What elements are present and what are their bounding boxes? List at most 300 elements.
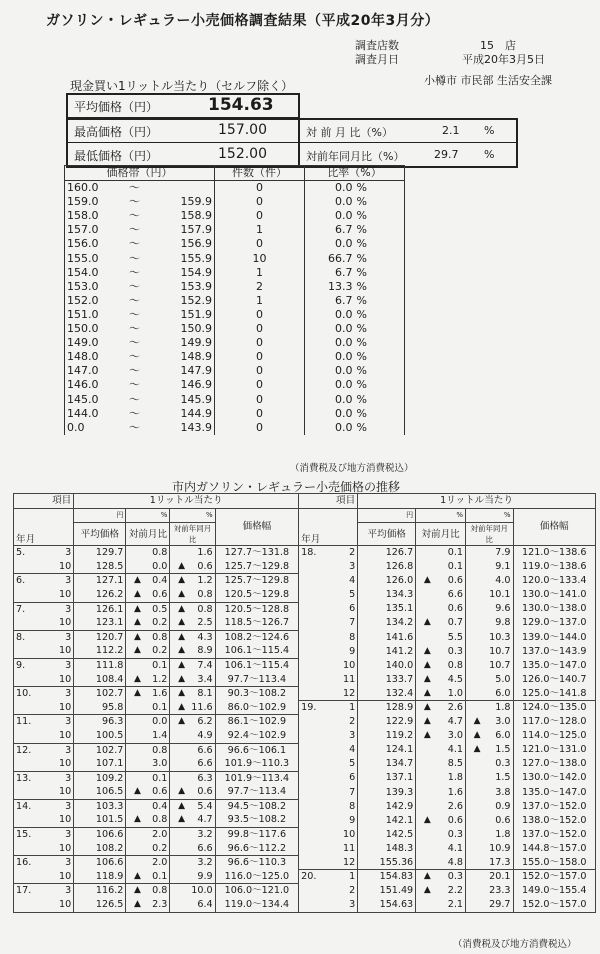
trend-left-range: 96.6〜112.2 (215, 842, 299, 856)
trend-left-avg: 106.6 (74, 828, 126, 842)
trend-right-avg: 154.63 (358, 898, 416, 912)
trend-left-avg: 106.6 (74, 856, 126, 870)
trend-right-m: 12 (331, 687, 358, 701)
trend-right-yt (466, 828, 481, 842)
trend-right-mom: 2.6 (431, 701, 466, 715)
trend-right-avg: 142.1 (358, 813, 416, 827)
trend-right-y (299, 771, 331, 785)
trend-left-yt (170, 884, 185, 898)
trend-left-mom: 0.8 (141, 813, 170, 827)
band-tilde: 〜 (129, 350, 140, 364)
trend-row (14, 785, 596, 799)
trend-row (14, 842, 596, 856)
trend-left-range: 118.5〜126.7 (215, 616, 299, 630)
trend-row (14, 856, 596, 870)
trend-left-range: 120.5〜128.8 (215, 602, 299, 616)
trend-right-mom: 1.6 (431, 785, 466, 799)
trend-right-y (299, 658, 331, 672)
trend-right-mt: ▲ (416, 701, 431, 715)
trend-left-mt (126, 546, 141, 560)
unit-yen-right: 円 (358, 508, 416, 523)
trend-right-mt (416, 588, 431, 602)
band-high: 144.9 (180, 406, 213, 420)
trend-right-yoy: 7.9 (481, 546, 513, 560)
trend-left-yt (170, 771, 185, 785)
band-high: 155.9 (180, 251, 213, 265)
trend-row (14, 729, 596, 743)
distribution-row (65, 308, 405, 322)
trend-left-range: 116.0〜125.0 (215, 870, 299, 884)
trend-right-avg: 142.5 (358, 828, 416, 842)
month-over-month-value: 2.1 (442, 124, 460, 137)
trend-right-mt: ▲ (416, 616, 431, 630)
trend-right-mom: 0.3 (431, 870, 466, 884)
distribution-row (65, 280, 405, 294)
store-count: 0 (215, 393, 305, 407)
trend-left-y (14, 616, 46, 630)
trend-left-y: 16. (14, 856, 46, 870)
trend-left-m: 10 (46, 785, 74, 799)
band-tilde: 〜 (129, 181, 140, 195)
trend-left-range: 99.8〜117.6 (215, 828, 299, 842)
ratio-value: 13.3 (305, 280, 355, 294)
ratio-value: 0.0 (305, 393, 355, 407)
trend-left-yoy: 9.9 (185, 870, 215, 884)
trend-right-m: 6 (331, 602, 358, 616)
trend-left-yt: ▲ (170, 673, 185, 687)
trend-right-yt: ▲ (466, 743, 481, 757)
distribution-row (65, 223, 405, 237)
trend-left-m: 3 (46, 715, 74, 729)
trend-right-y (299, 588, 331, 602)
ratio-unit: % (355, 364, 405, 378)
trend-left-mt (126, 729, 141, 743)
trend-right-mom: 1.8 (431, 771, 466, 785)
trend-left-yt: ▲ (170, 715, 185, 729)
trend-right-avg: 137.1 (358, 771, 416, 785)
trend-right-mom: 0.8 (431, 658, 466, 672)
band-low: 151.0 (65, 308, 115, 322)
band-high: 158.9 (180, 209, 213, 223)
trend-right-mt: ▲ (416, 870, 431, 884)
trend-left-mom: 2.3 (141, 898, 170, 912)
trend-row (14, 884, 596, 898)
trend-right-avg: 134.7 (358, 757, 416, 771)
trend-right-avg: 126.8 (358, 560, 416, 574)
band-tilde: 〜 (129, 265, 140, 279)
ratio-value: 0.0 (305, 336, 355, 350)
trend-row (14, 588, 596, 602)
ratio-value: 0.0 (305, 308, 355, 322)
trend-right-y (299, 813, 331, 827)
trend-left-mt (126, 757, 141, 771)
trend-left-mom: 0.8 (141, 630, 170, 644)
trend-left-mt: ▲ (126, 574, 141, 588)
month-over-month-label: 対 前 月 比（%） (306, 126, 393, 139)
ratio-unit: % (355, 308, 405, 322)
trend-row (14, 687, 596, 701)
band-low: 153.0 (65, 280, 115, 294)
min-price-value: 152.00 (218, 146, 267, 162)
trend-left-avg: 109.2 (74, 771, 126, 785)
band-high: 146.9 (180, 378, 213, 392)
trend-left-m: 3 (46, 546, 74, 560)
store-count: 0 (215, 209, 305, 223)
band-high: 156.9 (180, 237, 213, 251)
store-count: 0 (215, 407, 305, 421)
ratio-value: 66.7 (305, 252, 355, 266)
store-count: 0 (215, 195, 305, 209)
trend-left-range: 97.7〜113.4 (215, 785, 299, 799)
ratio-header: 比率（%） (305, 166, 405, 181)
trend-left-y (14, 757, 46, 771)
distribution-row (65, 350, 405, 364)
trend-right-yt (466, 574, 481, 588)
trend-right-avg: 135.1 (358, 602, 416, 616)
yoy-header-left: 対前年同月比 (170, 523, 215, 546)
trend-right-yoy: 10.7 (481, 644, 513, 658)
trend-right-range: 138.0〜152.0 (513, 813, 596, 827)
trend-right-yoy: 17.3 (481, 856, 513, 870)
trend-left-y (14, 644, 46, 658)
band-tilde: 〜 (129, 392, 140, 406)
trend-left-y: 14. (14, 799, 46, 813)
trend-right-avg: 128.9 (358, 701, 416, 715)
trend-left-y: 10. (14, 687, 46, 701)
band-low: 145.0 (65, 393, 115, 407)
trend-row (14, 701, 596, 715)
trend-right-yt (466, 842, 481, 856)
band-high: 152.9 (180, 293, 213, 307)
year-over-year-value: 29.7 (434, 148, 459, 161)
trend-right-mom: 0.3 (431, 644, 466, 658)
trend-left-mt: ▲ (126, 813, 141, 827)
distribution-row (65, 322, 405, 336)
trend-right-y (299, 644, 331, 658)
trend-right-m: 10 (331, 658, 358, 672)
trend-right-m: 9 (331, 644, 358, 658)
trend-row (14, 870, 596, 884)
trend-left-mom: 0.6 (141, 785, 170, 799)
average-price-value: 154.63 (208, 95, 274, 115)
trend-left-avg: 128.5 (74, 560, 126, 574)
trend-left-mt (126, 743, 141, 757)
trend-left-yt: ▲ (170, 616, 185, 630)
trend-right-yoy: 9.8 (481, 616, 513, 630)
trend-right-mt: ▲ (416, 687, 431, 701)
trend-row (14, 771, 596, 785)
publisher: 小樽市 市民部 生活安全課 (424, 74, 552, 87)
band-low: 150.0 (65, 322, 115, 336)
distribution-row (65, 421, 405, 435)
trend-left-range: 119.0〜134.4 (215, 898, 299, 912)
trend-left-m: 3 (46, 658, 74, 672)
trend-left-yt (170, 757, 185, 771)
trend-left-yt: ▲ (170, 602, 185, 616)
trend-right-yoy: 6.0 (481, 687, 513, 701)
trend-right-yoy: 9.1 (481, 560, 513, 574)
trend-left-mom: 0.1 (141, 658, 170, 672)
trend-right-range: 114.0〜125.0 (513, 729, 596, 743)
trend-left-yt: ▲ (170, 785, 185, 799)
trend-row (14, 602, 596, 616)
trend-left-range: 108.2〜124.6 (215, 630, 299, 644)
band-low: 157.0 (65, 223, 115, 237)
unit-pct-yoy-right: % (466, 508, 514, 523)
mom-header-right: 対前月比 (416, 523, 466, 546)
trend-left-avg: 126.2 (74, 588, 126, 602)
ratio-unit: % (355, 181, 405, 196)
trend-row (14, 560, 596, 574)
trend-left-range: 125.7〜129.8 (215, 560, 299, 574)
trend-left-m: 3 (46, 743, 74, 757)
trend-left-yoy: 6.6 (185, 743, 215, 757)
distribution-row (65, 294, 405, 308)
trend-right-mom: 4.1 (431, 743, 466, 757)
trend-left-yoy: 10.0 (185, 884, 215, 898)
trend-left-range: 86.0〜102.9 (215, 701, 299, 715)
trend-left-mom: 2.0 (141, 856, 170, 870)
trend-left-m: 10 (46, 813, 74, 827)
trend-right-m: 7 (331, 785, 358, 799)
trend-row (14, 630, 596, 644)
trend-left-y: 15. (14, 828, 46, 842)
distribution-row (65, 364, 405, 378)
trend-left-m: 10 (46, 644, 74, 658)
trend-right-yoy: 4.0 (481, 574, 513, 588)
ratio-unit: % (355, 209, 405, 223)
distribution-row (65, 407, 405, 421)
trend-right-mom: 0.6 (431, 602, 466, 616)
trend-right-yoy: 1.8 (481, 828, 513, 842)
ratio-unit: % (355, 280, 405, 294)
trend-right-yoy: 5.0 (481, 673, 513, 687)
trend-left-m: 3 (46, 884, 74, 898)
trend-left-yt: ▲ (170, 687, 185, 701)
trend-right-yoy: 10.1 (481, 588, 513, 602)
distribution-row (65, 237, 405, 251)
ratio-value: 6.7 (305, 294, 355, 308)
trend-left-m: 10 (46, 842, 74, 856)
trend-left-y (14, 785, 46, 799)
band-low: 148.0 (65, 350, 115, 364)
trend-right-m: 2 (331, 546, 358, 560)
trend-left-y: 9. (14, 658, 46, 672)
trend-left-range: 106.0〜121.0 (215, 884, 299, 898)
trend-row (14, 757, 596, 771)
trend-left-y: 8. (14, 630, 46, 644)
band-tilde: 〜 (129, 420, 140, 434)
unit-yen-left: 円 (74, 508, 126, 523)
trend-right-y (299, 687, 331, 701)
trend-left-mom: 0.8 (141, 884, 170, 898)
trend-left-y (14, 813, 46, 827)
yoy-header-right: 対前年同月比 (466, 523, 514, 546)
trend-left-mt (126, 715, 141, 729)
trend-left-yt: ▲ (170, 799, 185, 813)
survey-date-label: 調査月日 (355, 53, 399, 66)
trend-left-range: 101.9〜110.3 (215, 757, 299, 771)
summary-caption: 現金買い1リットル当たり（セルフ除く） (70, 79, 294, 93)
trend-right-y (299, 715, 331, 729)
trend-left-mom: 0.0 (141, 560, 170, 574)
trend-right-mom: 4.8 (431, 856, 466, 870)
trend-left-mt (126, 799, 141, 813)
band-tilde: 〜 (129, 406, 140, 420)
per-liter-header-right: 1リットル当たり (358, 494, 596, 509)
trend-right-mom: 8.5 (431, 757, 466, 771)
trend-right-yoy: 1.5 (481, 743, 513, 757)
trend-left-avg: 126.1 (74, 602, 126, 616)
band-low: 154.0 (65, 266, 115, 280)
trend-left-avg: 129.7 (74, 546, 126, 560)
trend-right-yoy: 0.6 (481, 813, 513, 827)
tax-note-distribution: （消費税及び地方消費税込） (290, 463, 414, 474)
band-high: 143.9 (180, 420, 213, 434)
trend-right-yt (466, 658, 481, 672)
trend-left-mom: 0.1 (141, 870, 170, 884)
trend-left-avg: 103.3 (74, 799, 126, 813)
trend-right-mom: 0.3 (431, 828, 466, 842)
trend-row (14, 574, 596, 588)
trend-right-range: 137.0〜152.0 (513, 828, 596, 842)
trend-left-avg: 102.7 (74, 687, 126, 701)
trend-right-yt (466, 588, 481, 602)
store-count: 0 (215, 237, 305, 251)
trend-right-m: 1 (331, 870, 358, 884)
ratio-unit: % (355, 378, 405, 392)
distribution-row (65, 266, 405, 280)
trend-left-mt (126, 658, 141, 672)
trend-left-mt: ▲ (126, 673, 141, 687)
trend-right-m: 3 (331, 729, 358, 743)
trend-left-yt (170, 546, 185, 560)
trend-right-yoy: 6.0 (481, 729, 513, 743)
trend-right-yt (466, 785, 481, 799)
store-count: 0 (215, 336, 305, 350)
trend-left-mom: 0.4 (141, 799, 170, 813)
band-low: 159.0 (65, 195, 115, 209)
trend-row (14, 658, 596, 672)
trend-left-mom: 0.1 (141, 701, 170, 715)
trend-left-yt: ▲ (170, 574, 185, 588)
trend-right-yt (466, 771, 481, 785)
unit-pct-mom-right: % (416, 508, 466, 523)
ratio-unit: % (355, 350, 405, 364)
trend-left-yoy: 8.1 (185, 687, 215, 701)
trend-left-yt (170, 828, 185, 842)
band-low: 158.0 (65, 209, 115, 223)
trend-left-mom: 0.2 (141, 644, 170, 658)
trend-right-m: 11 (331, 842, 358, 856)
trend-left-mt (126, 701, 141, 715)
ratio-value: 0.0 (305, 322, 355, 336)
trend-left-avg: 118.9 (74, 870, 126, 884)
trend-right-yoy: 3.0 (481, 715, 513, 729)
trend-left-mom: 0.8 (141, 743, 170, 757)
band-high (155, 181, 215, 196)
trend-right-mt (416, 602, 431, 616)
trend-left-avg: 116.2 (74, 884, 126, 898)
trend-right-avg: 148.3 (358, 842, 416, 856)
trend-right-mt (416, 898, 431, 912)
trend-left-mt: ▲ (126, 602, 141, 616)
trend-left-range: 106.1〜115.4 (215, 658, 299, 672)
band-tilde: 〜 (129, 251, 140, 265)
trend-left-mt (126, 771, 141, 785)
trend-right-yt (466, 870, 481, 884)
ratio-unit: % (355, 407, 405, 421)
trend-left-yt (170, 898, 185, 912)
store-count: 0 (215, 181, 305, 196)
trend-right-m: 3 (331, 560, 358, 574)
trend-left-m: 3 (46, 799, 74, 813)
band-high: 157.9 (180, 223, 213, 237)
trend-right-m: 4 (331, 743, 358, 757)
trend-right-mom: 5.5 (431, 630, 466, 644)
ratio-value: 0.0 (305, 195, 355, 209)
trend-right-yt (466, 687, 481, 701)
trend-left-avg: 107.1 (74, 757, 126, 771)
trend-left-m: 3 (46, 602, 74, 616)
distribution-row (65, 393, 405, 407)
trend-left-mt: ▲ (126, 630, 141, 644)
trend-row (14, 898, 596, 912)
trend-right-range: 135.0〜147.0 (513, 785, 596, 799)
ratio-unit: % (355, 421, 405, 435)
trend-left-yoy: 8.9 (185, 644, 215, 658)
year-month-header-right: 年月 (299, 508, 358, 546)
trend-right-yoy: 0.3 (481, 757, 513, 771)
store-count: 0 (215, 350, 305, 364)
band-low: 147.0 (65, 364, 115, 378)
year-month-header-left: 年月 (14, 508, 74, 546)
trend-right-y (299, 884, 331, 898)
trend-left-y (14, 898, 46, 912)
trend-right-m: 7 (331, 616, 358, 630)
trend-left-range: 97.7〜113.4 (215, 673, 299, 687)
range-header-right: 価格幅 (513, 508, 596, 546)
trend-right-m: 8 (331, 799, 358, 813)
band-tilde: 〜 (129, 237, 140, 251)
trend-right-yt (466, 644, 481, 658)
price-band-header: 価格帯（円） (65, 166, 215, 181)
ratio-value: 0.0 (305, 364, 355, 378)
ratio-value: 0.0 (305, 421, 355, 435)
ratio-value: 0.0 (305, 209, 355, 223)
trend-left-yoy: 0.8 (185, 588, 215, 602)
trend-right-m: 12 (331, 856, 358, 870)
price-trend-table (13, 493, 596, 913)
trend-right-mt (416, 828, 431, 842)
max-price-label: 最高価格（円） (74, 125, 159, 139)
distribution-row (65, 195, 405, 209)
trend-left-y: 7. (14, 602, 46, 616)
trend-left-mom: 0.5 (141, 602, 170, 616)
avg-header-right: 平均価格 (358, 523, 416, 546)
trend-left-range: 94.5〜108.2 (215, 799, 299, 813)
band-tilde: 〜 (129, 364, 140, 378)
trend-left-yoy: 4.3 (185, 630, 215, 644)
trend-left-range: 106.1〜115.4 (215, 644, 299, 658)
trend-left-m: 3 (46, 856, 74, 870)
band-tilde: 〜 (129, 336, 140, 350)
page-title: ガソリン・レギュラー小売価格調査結果（平成20年3月分） (46, 13, 440, 29)
trend-right-range: 137.0〜152.0 (513, 799, 596, 813)
trend-right-range: 152.0〜157.0 (513, 870, 596, 884)
trend-left-m: 10 (46, 757, 74, 771)
trend-right-avg: 142.9 (358, 799, 416, 813)
